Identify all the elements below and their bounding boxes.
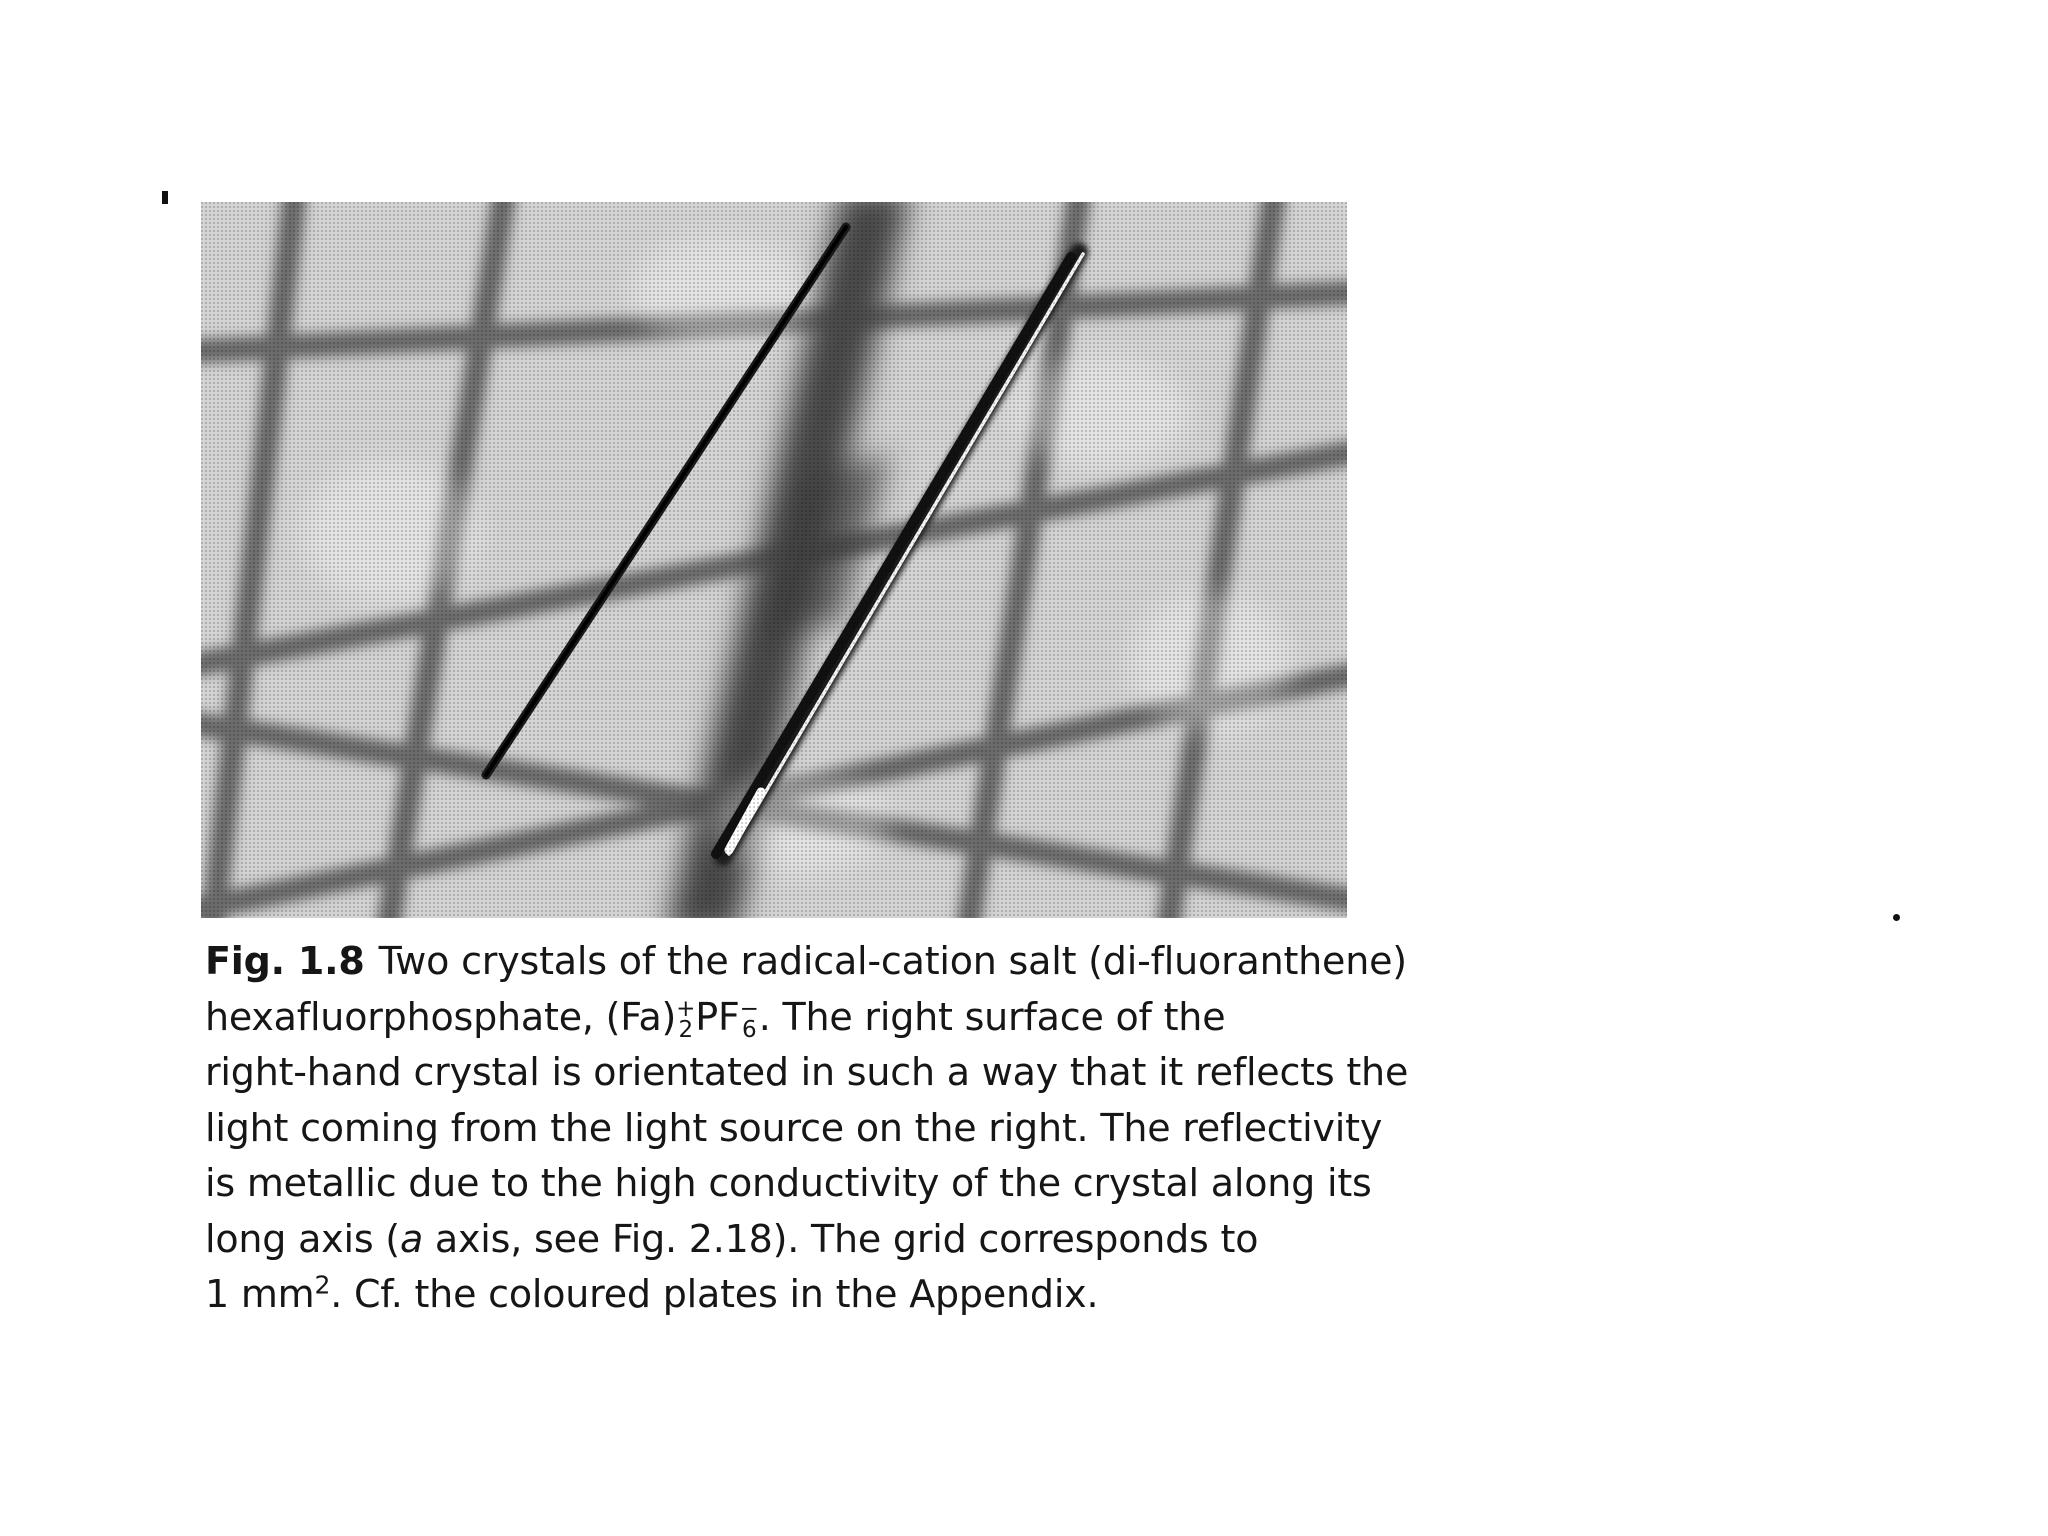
halftone-texture	[201, 202, 1347, 918]
caption-line-1: Fig. 1.8 Two crystals of the radical-cation salt (di-fluoranthene)	[205, 939, 1407, 983]
crystal-photograph	[201, 202, 1347, 918]
caption-line-5: is metallic due to the high conductivity of the crystal along its	[205, 1161, 1372, 1205]
caption-line-6: long axis (a axis, see Fig. 2.18). The grid corresponds to	[205, 1216, 1259, 1261]
figure-label: Fig. 1.8	[205, 939, 365, 983]
chemical-formula: (Fa) + 2 PF − 6	[605, 994, 759, 1043]
scan-speck-right	[1893, 914, 1900, 921]
caption-line-4: light coming from the light source on the right. The reflectivity	[205, 1105, 1383, 1150]
caption-line-2: hexafluorphosphate, (Fa) + 2 PF − 6 . The right surface of the	[205, 994, 1226, 1043]
crystal-photo-svg	[201, 202, 1347, 918]
caption-line-7: 1 $mm^2$. Cf. the coloured plates in the Appendix.	[205, 1270, 1099, 1316]
figure-caption	[205, 934, 1409, 1323]
scan-speck-left	[162, 191, 168, 204]
caption-line-3: right-hand crystal is orientated in such a way that it reflects the	[205, 1050, 1409, 1094]
